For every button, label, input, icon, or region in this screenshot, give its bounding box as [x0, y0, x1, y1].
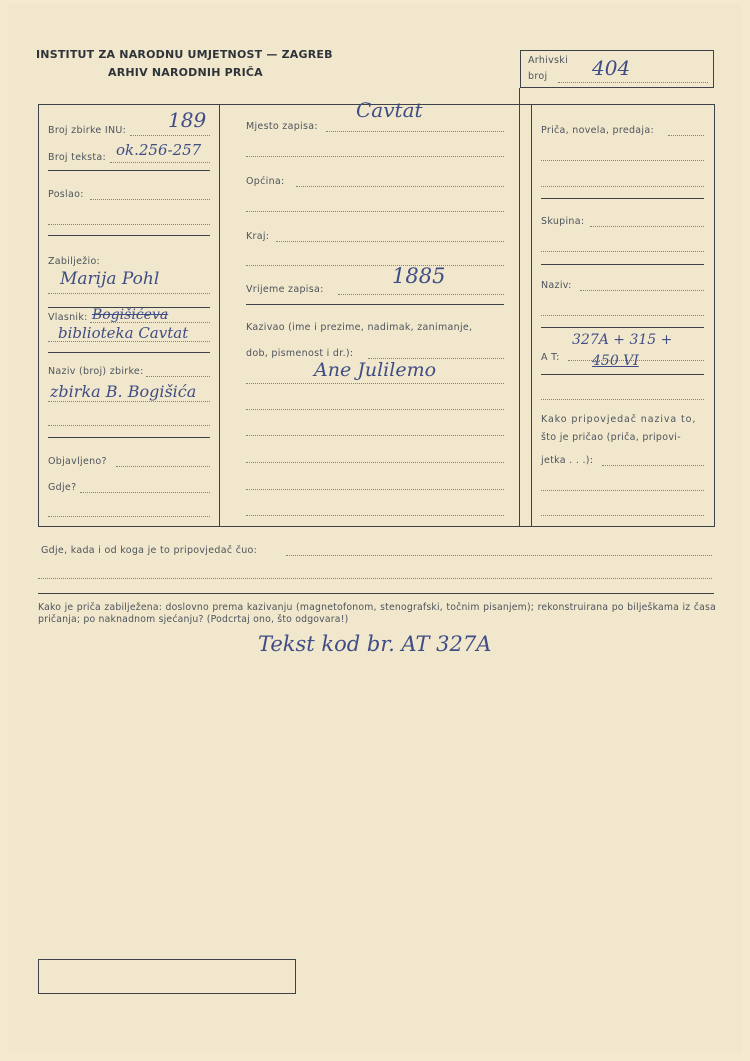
- collection-number-dots: [130, 135, 210, 136]
- archive-card: [8, 4, 742, 1053]
- recording-method-paragraph: Kako je priča zabilježena: doslovno prema kazivanju (magnetofonom, stenografski, točnim pisanjem); rekonstruirana po bilješkama iz časa pričanja; po naknadnom sjećanju? (Podcrtaj ono, što odgovara!): [38, 602, 716, 625]
- text-number-label: Broj teksta:: [48, 152, 107, 163]
- collection-name-dots-3: [48, 425, 210, 426]
- where-dots: [80, 492, 210, 493]
- narrator-term-dots-3: [541, 515, 704, 516]
- recorder-value: Marija Pohl: [60, 269, 160, 289]
- narrator-dots-6: [246, 489, 504, 490]
- sender-dots-2: [48, 224, 210, 225]
- left-rule-2: [48, 235, 210, 236]
- published-dots: [116, 466, 210, 467]
- time-value: 1885: [392, 264, 446, 288]
- collection-number-value: 189: [168, 108, 207, 132]
- collection-name-value: zbirka B. Bogišića: [50, 382, 197, 401]
- recorder-dots: [48, 293, 210, 294]
- owner-value-2: biblioteka Cavtat: [58, 324, 189, 342]
- right-rule-4: [541, 374, 704, 375]
- municipality-dots: [296, 186, 504, 187]
- collection-number-label: Broj zbirke INU:: [48, 125, 127, 136]
- at-value-1: 327A + 315 +: [572, 332, 673, 348]
- place-value: Cavtat: [356, 98, 423, 122]
- collection-name-label: Naziv (broj) zbirke:: [48, 366, 144, 377]
- where-dots-2: [48, 516, 210, 517]
- divider-right-outer: [519, 88, 520, 527]
- text-number-value: ok.256-257: [116, 141, 202, 159]
- title-dots: [580, 290, 704, 291]
- sender-dots: [90, 199, 210, 200]
- owner-dots-2: [48, 341, 210, 342]
- middle-rule-1: [246, 304, 504, 305]
- narrator-label-1: Kazivao (ime i prezime, nadimak, zanimanje,: [246, 322, 473, 333]
- narrator-dots-5: [246, 462, 504, 463]
- left-rule-5: [48, 437, 210, 438]
- story-type-dots: [668, 135, 704, 136]
- collection-name-dots-2: [48, 401, 210, 402]
- owner-label: Vlasnik:: [48, 312, 88, 323]
- empty-stamp-box: [38, 959, 296, 994]
- divider-left: [219, 104, 220, 527]
- narrator-term-dots: [602, 465, 704, 466]
- divider-right-inner: [531, 104, 532, 527]
- text-reference-note: Tekst kod br. AT 327A: [258, 632, 492, 656]
- story-type-dots-3: [541, 186, 704, 187]
- bottom-rule: [38, 593, 714, 594]
- archive-number-dots: [558, 82, 708, 83]
- narrator-dots-4: [246, 435, 504, 436]
- narrator-label-2: dob, pismenost i dr.):: [246, 348, 354, 359]
- time-dots: [338, 294, 504, 295]
- right-rule-3: [541, 327, 704, 328]
- narrator-dots-7: [246, 515, 504, 516]
- narrator-term-dots-2: [541, 490, 704, 491]
- narrator-value: Ane Julilemo: [314, 359, 437, 381]
- where-label: Gdje?: [48, 482, 77, 493]
- sender-label: Poslao:: [48, 189, 84, 200]
- left-rule-1: [48, 170, 210, 171]
- archive-title: ARHIV NARODNIH PRIČA: [108, 66, 263, 79]
- narrator-dots-3: [246, 409, 504, 410]
- published-label: Objavljeno?: [48, 456, 107, 467]
- at-dots-2: [541, 399, 704, 400]
- right-rule-2: [541, 264, 704, 265]
- at-label: A T:: [541, 352, 560, 363]
- text-number-dots: [110, 162, 210, 163]
- archive-number-value: 404: [592, 56, 631, 80]
- story-type-label: Priča, novela, predaja:: [541, 125, 654, 136]
- narrator-term-label-1: Kako pripovjedač naziva to,: [541, 414, 697, 425]
- source-dots: [286, 555, 712, 556]
- source-label: Gdje, kada i od koga je to pripovjedač čuo:: [41, 545, 258, 556]
- source-dots-2: [38, 578, 712, 579]
- at-value-2: 450 VI: [592, 353, 639, 369]
- region-dots: [276, 241, 504, 242]
- time-label: Vrijeme zapisa:: [246, 284, 324, 295]
- place-dots-2: [246, 156, 504, 157]
- group-dots-2: [541, 251, 704, 252]
- owner-dots: [90, 322, 210, 323]
- archive-label-1: Arhivski: [528, 55, 569, 66]
- owner-value-1: Bogišićeva: [92, 307, 169, 323]
- institute-title: INSTITUT ZA NARODNU UMJETNOST — ZAGREB: [36, 48, 333, 61]
- right-rule-1: [541, 198, 704, 199]
- story-type-dots-2: [541, 160, 704, 161]
- group-dots: [590, 226, 704, 227]
- collection-name-dots: [146, 376, 210, 377]
- left-rule-4: [48, 352, 210, 353]
- region-label: Kraj:: [246, 231, 270, 242]
- municipality-dots-2: [246, 211, 504, 212]
- place-dots: [326, 131, 504, 132]
- title-dots-2: [541, 315, 704, 316]
- place-label: Mjesto zapisa:: [246, 121, 318, 132]
- group-label: Skupina:: [541, 216, 585, 227]
- municipality-label: Općina:: [246, 176, 285, 187]
- title-label: Naziv:: [541, 280, 572, 291]
- narrator-term-label-3: jetka . . .):: [541, 455, 594, 466]
- recorder-label: Zabilježio:: [48, 256, 101, 267]
- archive-label-2: broj: [528, 71, 548, 82]
- narrator-dots-2: [246, 383, 504, 384]
- region-dots-2: [246, 265, 504, 266]
- narrator-term-label-2: što je pričao (priča, pripovi-: [541, 432, 681, 443]
